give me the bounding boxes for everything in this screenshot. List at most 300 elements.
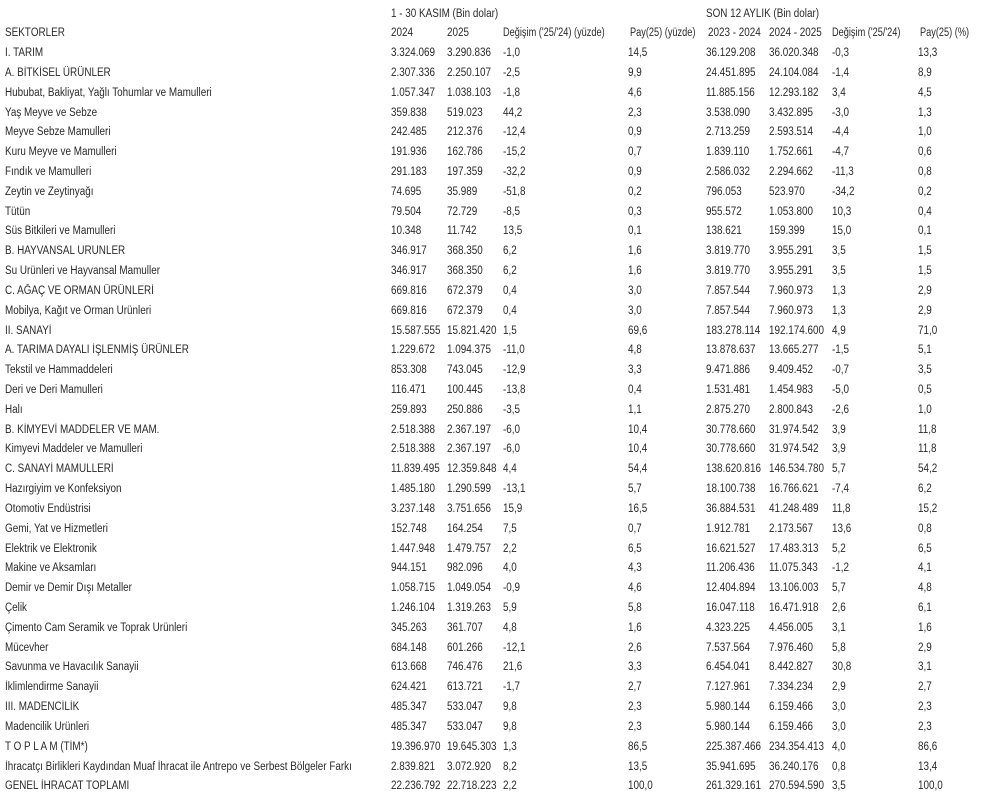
col-header-2024: 2024 xyxy=(391,27,414,39)
nov-2024-cell: 3.237.148 xyxy=(391,502,436,515)
nov-change-cell: -12,1 xyxy=(503,641,526,654)
nov-share-cell: 10,4 xyxy=(628,443,648,456)
last12-2024-2025-cell: 146.534.780 xyxy=(769,463,824,476)
last12-change-cell: -1,4 xyxy=(832,66,850,79)
nov-2025-cell: 368.350 xyxy=(447,265,483,277)
nov-2024-cell: 10.348 xyxy=(391,225,422,238)
nov-2025-cell: 250.886 xyxy=(447,403,483,416)
last12-2023-2024-cell: 2.875.270 xyxy=(706,403,751,416)
nov-2025-cell: 2.367.197 xyxy=(447,423,492,436)
last12-share-cell: 11,8 xyxy=(918,423,937,436)
table-row xyxy=(0,677,990,697)
last12-change-cell: 3,9 xyxy=(832,423,846,436)
table-row xyxy=(0,221,990,241)
table-row xyxy=(0,360,990,380)
nov-2024-cell: 1.447.948 xyxy=(391,542,436,555)
last12-2023-2024-cell: 3.819.770 xyxy=(706,245,751,258)
last12-change-cell: -0,3 xyxy=(832,47,850,59)
nov-share-cell: 4,6 xyxy=(628,86,642,99)
last12-share-cell: 15,2 xyxy=(918,502,938,515)
last12-2023-2024-cell: 1.839.110 xyxy=(706,146,750,159)
last12-2024-2025-cell: 36.020.348 xyxy=(769,47,819,59)
nov-2025-cell: 12.359.848 xyxy=(447,463,497,476)
sector-name-cell: B. KİMYEVİ MADDELER VE MAM. xyxy=(5,423,160,436)
last12-2024-2025-cell: 17.483.313 xyxy=(769,542,819,555)
table-row xyxy=(0,162,990,182)
nov-change-cell: -51,8 xyxy=(503,185,526,198)
nov-2024-cell: 853.308 xyxy=(391,364,427,377)
nov-share-cell: 4,3 xyxy=(628,562,642,575)
sector-name-cell: Meyve Sebze Mamulleri xyxy=(5,126,111,139)
last12-change-cell: 3,0 xyxy=(832,720,846,733)
table-row xyxy=(0,499,990,519)
nov-share-cell: 86,5 xyxy=(628,740,648,753)
table-row xyxy=(0,539,990,559)
nov-2025-cell: 11.742 xyxy=(447,225,477,238)
last12-2024-2025-cell: 6.159.466 xyxy=(769,701,814,714)
col-header-2025: 2025 xyxy=(447,27,470,39)
last12-share-cell: 71,0 xyxy=(918,324,938,337)
nov-2024-cell: 259.893 xyxy=(391,403,427,416)
nov-change-cell: -11,0 xyxy=(503,344,525,357)
last12-share-cell: 11,8 xyxy=(918,443,937,456)
sector-name-cell: III. MADENCİLİK xyxy=(5,701,80,714)
last12-2024-2025-cell: 2.294.662 xyxy=(769,165,814,178)
nov-2025-cell: 613.721 xyxy=(447,681,483,694)
nov-share-cell: 0,7 xyxy=(628,522,642,535)
nov-change-cell: -1,0 xyxy=(503,47,521,59)
last12-change-cell: -11,3 xyxy=(832,165,854,178)
nov-2025-cell: 3.072.920 xyxy=(447,760,492,773)
last12-2023-2024-cell: 35.941.695 xyxy=(706,760,756,773)
last12-change-cell: -4,4 xyxy=(832,126,850,139)
last12-share-cell: 1,3 xyxy=(918,106,932,119)
last12-2023-2024-cell: 36.129.208 xyxy=(706,47,756,59)
table-row xyxy=(0,479,990,499)
last12-change-cell: 13,6 xyxy=(832,522,852,535)
nov-change-cell: 44,2 xyxy=(503,106,523,119)
nov-2025-cell: 743.045 xyxy=(447,364,483,377)
table-row xyxy=(0,281,990,301)
last12-change-cell: 3,9 xyxy=(832,443,846,456)
nov-share-cell: 14,5 xyxy=(628,47,648,59)
last12-share-cell: 0,6 xyxy=(918,146,932,159)
sector-name-cell: Yaş Meyve ve Sebze xyxy=(5,106,98,119)
nov-share-cell: 2,3 xyxy=(628,106,642,119)
nov-2024-cell: 1.058.715 xyxy=(391,582,436,595)
nov-2025-cell: 672.379 xyxy=(447,284,483,297)
nov-change-cell: -13,1 xyxy=(503,483,526,495)
last12-change-cell: 3,5 xyxy=(832,780,846,793)
nov-change-cell: -32,2 xyxy=(503,165,526,178)
last12-share-cell: 5,1 xyxy=(918,344,932,357)
nov-change-cell: 0,4 xyxy=(503,284,517,297)
nov-2025-cell: 19.645.303 xyxy=(447,740,497,753)
last12-change-cell: -0,7 xyxy=(832,364,850,377)
nov-change-cell: 2,2 xyxy=(503,780,517,793)
nov-share-cell: 69,6 xyxy=(628,324,648,337)
last12-2023-2024-cell: 138.620.816 xyxy=(706,463,761,476)
table-row xyxy=(0,578,990,598)
nov-2024-cell: 485.347 xyxy=(391,720,427,733)
nov-share-cell: 2,3 xyxy=(628,701,642,714)
nov-2024-cell: 116.471 xyxy=(391,383,427,396)
nov-change-cell: 9,8 xyxy=(503,720,517,733)
nov-share-cell: 0,4 xyxy=(628,383,642,396)
last12-2023-2024-cell: 5.980.144 xyxy=(706,701,751,714)
nov-2024-cell: 19.396.970 xyxy=(391,740,441,753)
sector-name-cell: GENEL İHRACAT TOPLAMI xyxy=(5,780,130,793)
last12-2024-2025-cell: 3.955.291 xyxy=(769,245,814,258)
nov-2024-cell: 15.587.555 xyxy=(391,324,441,337)
sector-name-cell: İhracatçı Birlikleri Kaydından Muaf İhracat ile Antrepo ve Serbest Bölgeler Farkı xyxy=(5,760,352,773)
nov-share-cell: 5,7 xyxy=(628,483,642,495)
sector-name-cell: Fındık ve Mamulleri xyxy=(5,165,92,178)
last12-change-cell: -34,2 xyxy=(832,185,855,198)
nov-2025-cell: 368.350 xyxy=(447,245,483,258)
sector-name-cell: Makine ve Aksamları xyxy=(5,562,97,575)
sector-name-cell: Mobilya, Kağıt ve Orman Ürünleri xyxy=(5,304,152,317)
nov-change-cell: 1,3 xyxy=(503,740,517,753)
nov-2024-cell: 242.485 xyxy=(391,126,427,139)
sector-name-cell: Kuru Meyve ve Mamulleri xyxy=(5,146,117,159)
nov-share-cell: 4,6 xyxy=(628,582,642,595)
nov-2025-cell: 162.786 xyxy=(447,146,483,159)
sector-name-cell: C. AĞAÇ VE ORMAN ÜRÜNLERİ xyxy=(5,284,154,297)
last12-share-cell: 1,0 xyxy=(918,126,932,139)
table-row xyxy=(0,202,990,222)
last12-share-cell: 13,4 xyxy=(918,760,938,773)
last12-share-cell: 0,1 xyxy=(918,225,932,238)
last12-2024-2025-cell: 9.409.452 xyxy=(769,364,814,377)
group-header-row xyxy=(0,4,990,24)
last12-2023-2024-cell: 24.451.895 xyxy=(706,66,756,79)
sector-name-cell: Deri ve Deri Mamulleri xyxy=(5,383,103,396)
nov-2025-cell: 1.038.103 xyxy=(447,86,492,99)
sector-name-cell: C. SANAYİ MAMULLERİ xyxy=(5,463,114,476)
nov-share-cell: 3,0 xyxy=(628,284,642,297)
nov-2024-cell: 669.816 xyxy=(391,284,427,297)
nov-share-cell: 1,6 xyxy=(628,621,642,634)
last12-share-cell: 4,5 xyxy=(918,86,932,99)
group-header-12-months: SON 12 AYLIK (Bin dolar) xyxy=(706,8,820,20)
col-header-12m-change: Değişim ('25/'24) xyxy=(832,27,901,39)
last12-2024-2025-cell: 1.053.800 xyxy=(769,205,814,218)
nov-2024-cell: 1.246.104 xyxy=(391,602,436,614)
last12-change-cell: 5,7 xyxy=(832,582,846,595)
nov-share-cell: 1,6 xyxy=(628,245,642,258)
table-row xyxy=(0,380,990,400)
nov-change-cell: -15,2 xyxy=(503,146,526,159)
nov-2024-cell: 485.347 xyxy=(391,701,427,714)
nov-2025-cell: 982.096 xyxy=(447,562,483,575)
last12-change-cell: -4,7 xyxy=(832,146,850,159)
last12-2024-2025-cell: 1.752.661 xyxy=(769,146,814,159)
nov-share-cell: 2,6 xyxy=(628,641,642,654)
last12-share-cell: 13,3 xyxy=(918,47,938,59)
last12-share-cell: 2,9 xyxy=(918,304,932,317)
table-row xyxy=(0,83,990,103)
nov-share-cell: 2,7 xyxy=(628,681,642,694)
nov-change-cell: 21,6 xyxy=(503,661,523,674)
table-row xyxy=(0,598,990,618)
last12-2024-2025-cell: 2.593.514 xyxy=(769,126,814,139)
last12-change-cell: 3,4 xyxy=(832,86,846,99)
table-row xyxy=(0,261,990,281)
nov-2024-cell: 191.936 xyxy=(391,146,427,159)
last12-2023-2024-cell: 138.621 xyxy=(706,225,742,238)
last12-2024-2025-cell: 6.159.466 xyxy=(769,720,814,733)
last12-2023-2024-cell: 796.053 xyxy=(706,185,742,198)
nov-2025-cell: 1.290.599 xyxy=(447,483,492,495)
nov-share-cell: 13,5 xyxy=(628,760,648,773)
sector-name-cell: Elektrik ve Elektronik xyxy=(5,542,97,555)
last12-2024-2025-cell: 234.354.413 xyxy=(769,740,824,753)
last12-2023-2024-cell: 1.912.781 xyxy=(706,522,751,535)
nov-change-cell: -1,8 xyxy=(503,86,521,99)
nov-2025-cell: 672.379 xyxy=(447,304,483,317)
nov-2024-cell: 346.917 xyxy=(391,245,427,258)
nov-change-cell: -0,9 xyxy=(503,582,521,595)
nov-2025-cell: 164.254 xyxy=(447,522,483,535)
nov-share-cell: 5,8 xyxy=(628,602,642,614)
sector-name-cell: Tütün xyxy=(5,205,31,218)
nov-2024-cell: 359.838 xyxy=(391,106,427,119)
last12-2023-2024-cell: 1.531.481 xyxy=(706,383,751,396)
col-header-share-pct: Pay(25) (yüzde) xyxy=(630,27,696,39)
last12-2024-2025-cell: 24.104.084 xyxy=(769,66,819,79)
last12-share-cell: 6,2 xyxy=(918,483,932,495)
last12-change-cell: 4,9 xyxy=(832,324,846,337)
table-row xyxy=(0,519,990,539)
last12-2024-2025-cell: 41.248.489 xyxy=(769,502,819,515)
table-row xyxy=(0,697,990,717)
sector-name-cell: B. HAYVANSAL ÜRÜNLER xyxy=(5,245,126,258)
nov-change-cell: -8,5 xyxy=(503,205,521,218)
last12-2023-2024-cell: 5.980.144 xyxy=(706,720,751,733)
col-header-change-pct: Değişim ('25/'24) (yüzde) xyxy=(503,27,605,39)
last12-2023-2024-cell: 36.884.531 xyxy=(706,502,756,515)
sector-name-cell: Tekstil ve Hammaddeleri xyxy=(5,364,113,377)
table-row xyxy=(0,737,990,757)
nov-change-cell: -1,7 xyxy=(503,681,521,694)
nov-change-cell: 5,9 xyxy=(503,602,517,614)
last12-share-cell: 1,0 xyxy=(918,403,932,416)
nov-share-cell: 0,2 xyxy=(628,185,642,198)
last12-change-cell: 10,3 xyxy=(832,205,852,218)
nov-change-cell: 7,5 xyxy=(503,522,517,535)
table-row xyxy=(0,638,990,658)
sector-name-cell: Çimento Cam Seramik ve Toprak Ürünleri xyxy=(5,621,188,634)
last12-2023-2024-cell: 3.819.770 xyxy=(706,265,751,277)
sector-name-cell: İklimlendirme Sanayii xyxy=(5,681,99,694)
nov-change-cell: 2,2 xyxy=(503,542,517,555)
last12-share-cell: 8,9 xyxy=(918,66,932,79)
last12-share-cell: 100,0 xyxy=(918,780,943,793)
last12-2024-2025-cell: 13.106.003 xyxy=(769,582,819,595)
nov-share-cell: 100,0 xyxy=(628,780,653,793)
last12-change-cell: 5,7 xyxy=(832,463,846,476)
last12-share-cell: 6,1 xyxy=(918,602,932,614)
last12-2024-2025-cell: 13.665.277 xyxy=(769,344,819,357)
nov-change-cell: -12,4 xyxy=(503,126,526,139)
table-row xyxy=(0,439,990,459)
last12-2024-2025-cell: 31.974.542 xyxy=(769,423,819,436)
last12-2023-2024-cell: 6.454.041 xyxy=(706,661,751,674)
sector-name-cell: A. TARIMA DAYALI İŞLENMİŞ ÜRÜNLER xyxy=(5,344,189,357)
last12-share-cell: 1,5 xyxy=(918,265,932,277)
sector-name-cell: T O P L A M (TİM*) xyxy=(5,740,88,753)
last12-share-cell: 2,9 xyxy=(918,641,932,654)
last12-share-cell: 4,8 xyxy=(918,582,932,595)
nov-change-cell: -3,5 xyxy=(503,403,521,416)
last12-share-cell: 3,5 xyxy=(918,364,932,377)
last12-2023-2024-cell: 13.878.637 xyxy=(706,344,756,357)
last12-change-cell: 11,8 xyxy=(832,502,851,515)
sector-name-cell: I. TARIM xyxy=(5,47,44,59)
nov-share-cell: 3,0 xyxy=(628,304,642,317)
nov-share-cell: 0,1 xyxy=(628,225,642,238)
sector-name-cell: A. BİTKİSEL ÜRÜNLER xyxy=(5,66,111,79)
last12-change-cell: 2,6 xyxy=(832,602,846,614)
nov-change-cell: 9,8 xyxy=(503,701,517,714)
col-header-2024-2025: 2024 - 2025 xyxy=(769,27,822,39)
nov-change-cell: 6,2 xyxy=(503,265,517,277)
last12-2023-2024-cell: 7.857.544 xyxy=(706,304,751,317)
last12-2023-2024-cell: 955.572 xyxy=(706,205,742,218)
nov-2024-cell: 944.151 xyxy=(391,562,427,575)
last12-share-cell: 0,8 xyxy=(918,165,932,178)
nov-share-cell: 10,4 xyxy=(628,423,648,436)
last12-2023-2024-cell: 7.857.544 xyxy=(706,284,751,297)
nov-share-cell: 16,5 xyxy=(628,502,648,515)
last12-2023-2024-cell: 18.100.738 xyxy=(706,483,756,495)
table-row xyxy=(0,340,990,360)
table-row xyxy=(0,776,990,796)
sector-name-cell: Mücevher xyxy=(5,641,49,654)
nov-change-cell: 4,4 xyxy=(503,463,517,476)
sector-name-cell: Kimyevi Maddeler ve Mamulleri xyxy=(5,443,143,456)
last12-2023-2024-cell: 225.387.466 xyxy=(706,740,761,753)
nov-2024-cell: 346.917 xyxy=(391,265,427,277)
last12-2024-2025-cell: 4.456.005 xyxy=(769,621,814,634)
table-row xyxy=(0,301,990,321)
last12-share-cell: 1,6 xyxy=(918,621,932,634)
last12-2024-2025-cell: 192.174.600 xyxy=(769,324,824,337)
nov-2025-cell: 519.023 xyxy=(447,106,483,119)
col-header-12m-share: Pay(25) (%) xyxy=(920,27,970,39)
nov-change-cell: 13,5 xyxy=(503,225,523,238)
last12-share-cell: 1,5 xyxy=(918,245,932,258)
nov-2025-cell: 1.049.054 xyxy=(447,582,492,595)
last12-share-cell: 2,3 xyxy=(918,701,932,714)
last12-2024-2025-cell: 270.594.590 xyxy=(769,780,824,793)
nov-2025-cell: 15.821.420 xyxy=(447,324,497,337)
last12-change-cell: 3,5 xyxy=(832,245,846,258)
nov-2025-cell: 212.376 xyxy=(447,126,483,139)
table-row xyxy=(0,400,990,420)
nov-change-cell: 4,8 xyxy=(503,621,517,634)
nov-share-cell: 4,8 xyxy=(628,344,642,357)
nov-2025-cell: 1.319.263 xyxy=(447,602,492,614)
last12-change-cell: 4,0 xyxy=(832,740,846,753)
last12-share-cell: 0,2 xyxy=(918,185,932,198)
last12-change-cell: -2,6 xyxy=(832,403,850,416)
last12-2024-2025-cell: 7.976.460 xyxy=(769,641,814,654)
last12-share-cell: 0,8 xyxy=(918,522,932,535)
nov-change-cell: 4,0 xyxy=(503,562,517,575)
nov-change-cell: -6,0 xyxy=(503,423,521,436)
nov-2025-cell: 100.445 xyxy=(447,383,483,396)
nov-2024-cell: 2.307.336 xyxy=(391,66,436,79)
nov-share-cell: 3,3 xyxy=(628,364,642,377)
table-row xyxy=(0,657,990,677)
nov-2025-cell: 2.367.197 xyxy=(447,443,492,456)
nov-2025-cell: 3.751.656 xyxy=(447,502,492,515)
table-row xyxy=(0,618,990,638)
nov-change-cell: 6,2 xyxy=(503,245,517,258)
table-row xyxy=(0,241,990,261)
nov-change-cell: -6,0 xyxy=(503,443,521,456)
nov-change-cell: 15,9 xyxy=(503,502,523,515)
last12-2024-2025-cell: 36.240.176 xyxy=(769,760,819,773)
last12-change-cell: 1,3 xyxy=(832,284,846,297)
nov-2024-cell: 2.839.821 xyxy=(391,760,436,773)
last12-2023-2024-cell: 30.778.660 xyxy=(706,443,756,456)
last12-2023-2024-cell: 11.206.436 xyxy=(706,562,755,575)
nov-share-cell: 0,9 xyxy=(628,165,642,178)
nov-2024-cell: 2.518.388 xyxy=(391,443,436,456)
nov-2025-cell: 746.476 xyxy=(447,661,483,674)
sector-name-cell: Hazırgiyim ve Konfeksiyon xyxy=(5,483,122,495)
nov-2024-cell: 152.748 xyxy=(391,522,427,535)
last12-change-cell: -5,0 xyxy=(832,383,850,396)
last12-2024-2025-cell: 12.293.182 xyxy=(769,86,819,99)
nov-2025-cell: 361.707 xyxy=(447,621,483,634)
last12-2024-2025-cell: 159.399 xyxy=(769,225,805,238)
sector-name-cell: Halı xyxy=(5,403,23,416)
sector-name-cell: II. SANAYİ xyxy=(5,324,52,337)
last12-share-cell: 54,2 xyxy=(918,463,938,476)
last12-2023-2024-cell: 16.621.527 xyxy=(706,542,756,555)
table-row xyxy=(0,321,990,341)
nov-2025-cell: 601.266 xyxy=(447,641,483,654)
nov-2025-cell: 22.718.223 xyxy=(447,780,497,793)
last12-share-cell: 2,9 xyxy=(918,284,932,297)
col-header-2023-2024: 2023 - 2024 xyxy=(708,27,761,39)
last12-change-cell: -1,5 xyxy=(832,344,850,357)
nov-share-cell: 0,3 xyxy=(628,205,642,218)
last12-2023-2024-cell: 7.127.961 xyxy=(706,681,751,694)
last12-share-cell: 0,5 xyxy=(918,383,932,396)
nov-change-cell: 1,5 xyxy=(503,324,517,337)
last12-2024-2025-cell: 2.800.843 xyxy=(769,403,814,416)
nov-2025-cell: 35.989 xyxy=(447,185,478,198)
last12-change-cell: 3,1 xyxy=(832,621,846,634)
last12-2023-2024-cell: 183.278.114 xyxy=(706,324,761,337)
nov-2024-cell: 345.263 xyxy=(391,621,427,634)
nov-2025-cell: 72.729 xyxy=(447,205,478,218)
nov-2024-cell: 22.236.792 xyxy=(391,780,441,793)
last12-change-cell: 30,8 xyxy=(832,661,852,674)
last12-share-cell: 86,6 xyxy=(918,740,938,753)
table-row xyxy=(0,142,990,162)
nov-2024-cell: 11.839.495 xyxy=(391,463,440,476)
nov-change-cell: -13,8 xyxy=(503,383,526,396)
nov-share-cell: 3,3 xyxy=(628,661,642,674)
nov-2024-cell: 3.324.069 xyxy=(391,47,436,59)
last12-change-cell: 0,8 xyxy=(832,760,846,773)
